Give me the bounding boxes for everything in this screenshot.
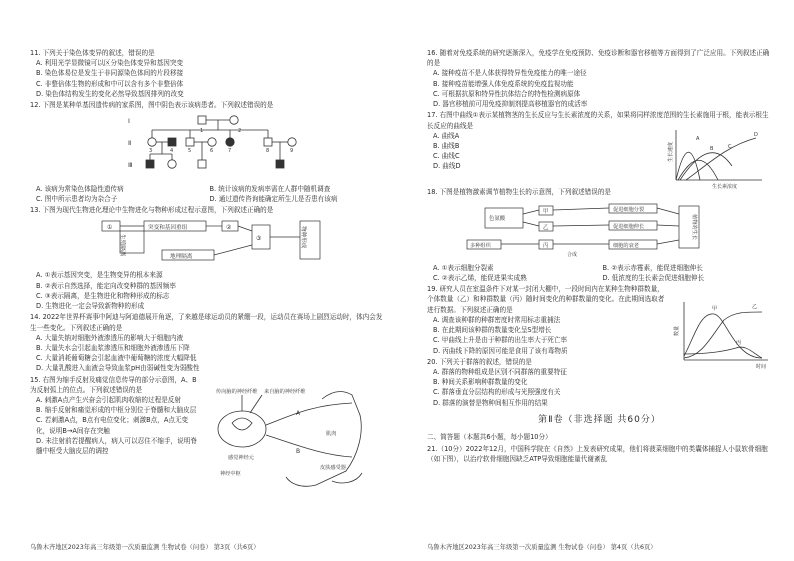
option: D. 低浓度的生长素会促进细胞伸长: [602, 273, 705, 282]
option: C. 曲线C: [433, 152, 460, 161]
option: A. 曲线A: [433, 131, 460, 140]
question-stem: 19. 研究人员在室温条件下对某一封闭大棚中，一段时间内在某种生物种群数量，个体数量（乙）和种群数量（丙）随时间变化的种群数量的变化。在此期间选取者进行数据。下列叙述正确的是: [427, 285, 665, 314]
curve-label: 丙: [736, 340, 742, 347]
question-14: [30, 312, 383, 373]
axis-label: 生长速度: [668, 142, 674, 163]
option: C. ②表示乙烯，能促进果实成熟: [433, 273, 527, 282]
figure-label: 来自脑的神经纤维: [264, 388, 306, 395]
figure-label: 感觉神经元: [228, 454, 254, 461]
option: B. 接种疫苗能增强人体免疫系统的免疫监视功能: [433, 79, 574, 88]
question-16: [427, 48, 772, 109]
question-stem: 11. 下列关于染色体变异的叙述，错误的是: [30, 49, 155, 57]
page-footer: 乌鲁木齐地区2023年高三年级第一次质量监测 生物试卷（问卷） 第3页（共6页）: [30, 544, 260, 552]
diagram-box-label: ③: [256, 235, 262, 243]
auxin-curve-chart: [666, 126, 766, 190]
evolution-svg: [30, 217, 370, 265]
diagram-box-label: 促进细胞伸长: [613, 223, 645, 230]
question-12: [30, 100, 383, 204]
question-13: [30, 205, 383, 311]
option: A. 该病为常染色体隐性遗传病: [36, 184, 124, 193]
section-title: 第Ⅱ卷（非选择题 共60分）: [538, 414, 661, 425]
option: D. 未注射前若提醒病人，病人可以忍住不缩手，说明脊髓中枢受大脑皮层的调控: [36, 436, 197, 456]
option: B. 统计该病的发病率需在人群中随机调查: [209, 184, 331, 193]
diagram-box-label: ①: [107, 224, 113, 232]
option: C. 非整倍体生物的形成和中可以含有多个非整倍体: [36, 79, 184, 88]
diagram-box-label: 多种组织: [470, 242, 491, 249]
option: B. 大量失水会引起血浆渗透压和细胞外液渗透压下降: [36, 343, 190, 352]
diagram-box-label: 物种形成: [300, 226, 306, 249]
diagram-box-label: 突变和基因重组: [148, 225, 188, 232]
individual-label: 9: [290, 148, 294, 155]
generation-label: Ⅰ: [128, 117, 130, 126]
option: A. 群落的物种组成是区别不同群落的重要特征: [433, 367, 567, 376]
pedigree-svg: [30, 112, 370, 178]
option: B. ②表示赤霉素，能促进细胞伸长: [602, 263, 703, 272]
individual-label: 8: [266, 148, 270, 155]
question-stem: 15. 右图为缩手反射及痛觉信息传导的部分示意图，A、B为反射弧上的位点。下列叙述错误的是: [30, 375, 197, 394]
question-stem: 20. 下列关于群落的叙述，错误的是: [427, 357, 532, 366]
question-18: [427, 187, 772, 283]
diagram-box-label: 合成: [567, 251, 578, 258]
option: D. 通过遗传咨询能确定所生儿是否患有该病: [209, 194, 338, 203]
figure-label: A: [296, 409, 301, 417]
question-21: 21.（10分）2022年12月，中国科学院在《自然》上发表研究成果，他们将菠菜细胞中的类囊体捕捉人小鼠软骨细胞（如下图），以治疗软骨细胞因缺乏ATP导致细胞能量代谢紊乱: [427, 444, 768, 464]
option: D. 器官移植前可用免疫抑制剂提高移植器官的成活率: [433, 100, 588, 109]
hormone-svg: [427, 200, 767, 258]
option: B. 种间关系影响种群数量的变化: [433, 378, 528, 387]
option: C. 群落垂直分层结构的形成与光照强度有关: [433, 388, 561, 397]
diagram-box-label: 植物的生长: [691, 213, 697, 240]
option: C. 可根据抗原和特异性抗体结合的特性检测病原体: [433, 89, 581, 98]
diagram-box-label: 地理隔离: [170, 254, 193, 261]
option: D. 生物进化一定会导致新物种的形成: [36, 302, 145, 311]
option: B. 曲线B: [433, 141, 460, 150]
option: A. 大量失钠对细胞外液渗透压的影响大于细胞内液: [36, 333, 184, 342]
curve-label: C: [728, 144, 732, 151]
figure-label: 皮肤感受器: [320, 464, 346, 471]
question-11: [30, 48, 383, 99]
curve-label: 乙: [752, 304, 758, 311]
option: C. 大量消耗葡萄糖会引起血液中葡萄糖的浓度大幅降低: [36, 354, 197, 363]
left-column: [30, 48, 383, 477]
hormone-diagram: [427, 200, 772, 261]
diagram-box-label: 细胞的衰老: [613, 242, 639, 249]
option: B. 在此期间该种群的数量变化呈S型增长: [433, 326, 552, 335]
individual-label: 5: [188, 148, 192, 155]
individual-label: 6: [210, 148, 214, 155]
axis-label: 数量: [674, 326, 680, 337]
option: C. 甲曲线上升是由于种群的出生率大于死亡率: [433, 336, 568, 345]
figure-label: 肌肉: [326, 430, 337, 437]
right-page: [397, 0, 794, 561]
option: C. 图中所示患者均为杂合子: [36, 194, 118, 203]
option: A. 接种疫苗不是人体获得特异性免疫能力的唯一途径: [433, 69, 587, 78]
page-footer: 乌鲁木齐地区2023年高三年级第一次质量监测 生物试卷（问卷） 第4页（共6页）: [427, 544, 657, 552]
diagram-box-label: 生殖隔离: [119, 234, 125, 257]
question-17: [427, 110, 772, 191]
curve-label: 甲: [712, 306, 718, 313]
option: D. 染色体结构发生的变化必然导致基因排列的改变: [36, 89, 184, 98]
individual-label: 7: [228, 148, 232, 155]
option: A. 刺激A点产生兴奋会引起肌肉收缩的过程是反射: [36, 396, 181, 405]
evolution-diagram: [30, 217, 383, 268]
curve-label: D: [754, 132, 758, 139]
diagram-box-label: 色氨酸: [489, 215, 506, 222]
right-column: [427, 48, 772, 464]
option: D. 曲线D: [433, 162, 461, 171]
option: B. 缩手反射和痛觉形成的中枢分别位于脊髓和大脑皮层: [36, 406, 197, 415]
option: A. ①表示基因突变，是生物变异的根本来源: [36, 271, 163, 280]
generation-label: Ⅱ: [128, 139, 132, 148]
option: A. ①表示细胞分裂素: [433, 263, 494, 272]
individual-label: 2: [238, 128, 242, 135]
individual-label: 3: [149, 148, 153, 155]
option: A. 利用光学显微镜可以区分染色体变异和基因突变: [36, 59, 184, 68]
population-chart: [672, 298, 772, 370]
question-15: [30, 375, 383, 477]
axis-label: 生长素浓度: [712, 184, 738, 191]
question-stem: 13. 下图为现代生物进化理论中生物进化与物种形成过程示意图，下列叙述正确的是: [30, 205, 274, 214]
option-grid: [433, 263, 772, 283]
figure-label: 传向脑的神经纤维: [216, 388, 258, 395]
figure-label: 神经中枢: [220, 470, 241, 477]
option-grid: [36, 184, 383, 204]
option: B. 染色体易位是发生于非同源染色体间的片段移接: [36, 69, 184, 78]
question-stem: 18. 下图是植物激素调节植物生长的示意图，下列叙述错误的是: [427, 188, 612, 197]
question-stem: 17. 右图中曲线①表示某植物茎的生长反应与生长素浓度的关系，如果将同样浓度范围的生长素施用于根，能表示根生长反应的曲线是: [427, 111, 769, 130]
question-stem: 12. 下图是某种单基因遗传病的家系图，图中阴色表示该病患者。下列叙述错误的是: [30, 101, 274, 110]
diagram-box-label: 丙: [543, 242, 549, 249]
diagram-box-label: 甲: [543, 208, 549, 215]
axis-label: 时间: [756, 364, 767, 371]
question-stem: 14. 2022年世界杯赛事中阿迪与阿迪德展开角逐，了来越是球运动员的紧绷一段，运动员在赛场上剧烈运动时，体内会发生一些变化。下列叙述正确的是: [30, 313, 383, 332]
part-title: 二、简答题（本题共6小题，每小题10分）: [427, 432, 552, 441]
option: C. 若刺激A点，B点有电位变化；刺激B点，A点无变化，说明B→A间存在突触: [36, 416, 189, 435]
option: C. ③表示隔离，是生物进化和物种形成的标志: [36, 291, 170, 300]
question-stem: 16. 随着对免疫系统的研究逐渐深入，免疫学在免疫预防、免疫诊断和器官移植等方面得到了广泛应用。下列叙述正确的是: [427, 49, 770, 68]
diagram-box-label: ②: [226, 224, 232, 232]
option: B. ②表示自然选择，能定向改变种群的基因频率: [36, 281, 176, 290]
generation-label: Ⅲ: [128, 161, 133, 170]
curve-label: B: [710, 146, 714, 153]
option: D. 丙曲线下降的原因可能是食用了该有毒物质: [433, 346, 568, 355]
pedigree-figure: [30, 112, 383, 181]
curve-label: A: [696, 136, 700, 143]
diagram-box-label: 促进细胞分裂: [613, 206, 645, 213]
option: A. 调查该种群的种群密度时常用标志重捕法: [433, 315, 561, 324]
individual-label: 1: [200, 128, 204, 135]
figure-label: B: [296, 447, 301, 455]
reflex-arc-figure: [202, 385, 380, 493]
diagram-box-label: 乙: [543, 224, 549, 231]
option: D. 群落的演替是物种间相互作用的结果: [433, 398, 548, 407]
individual-label: 4: [170, 148, 174, 155]
option: D. 大量乳酸进入血液会导致血浆pH由弱碱性变为弱酸性: [36, 364, 200, 373]
